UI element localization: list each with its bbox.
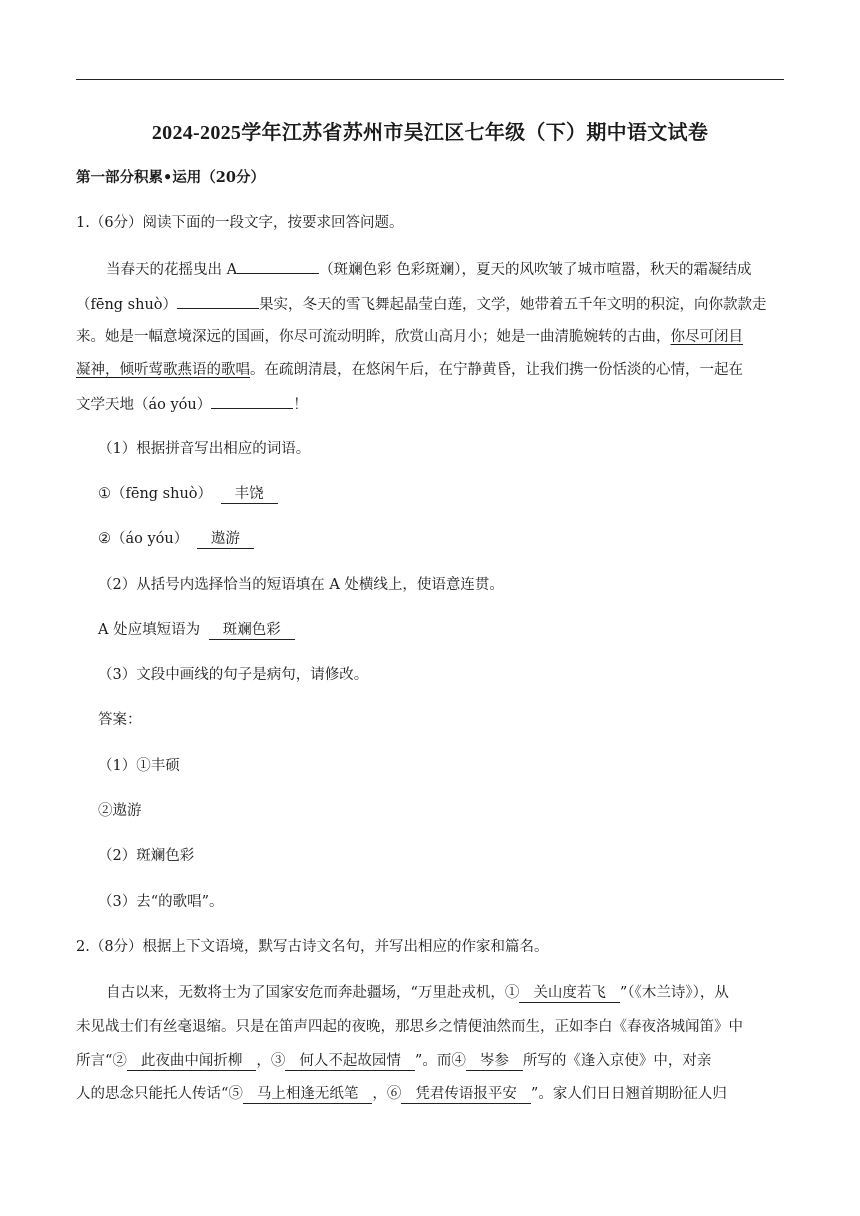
subquestion-3: （3）文段中画线的句子是病句，请修改。 (98, 667, 369, 683)
passage-text: ，③ (256, 1053, 286, 1069)
passage-text: （斑斓色彩 色彩斑斓），夏天的风吹皱了城市喧嚣，秋天的霜凝结成 (319, 262, 752, 278)
faulty-sentence: 你尽可闭目 (670, 329, 743, 345)
passage-text: ”（《木兰诗》），从 (619, 985, 729, 1001)
passage-text: 所写的《逢入京使》中，对亲 (522, 1053, 712, 1069)
subquestion-1: （1）根据拼音写出相应的词语。 (98, 441, 311, 457)
passage-text: 文学天地（áo yóu） (76, 397, 212, 413)
section-heading: 第一部分积累•运用（20分） (76, 169, 265, 186)
passage-text: 来。她是一幅意境深远的国画，你尽可流动明眸，欣赏山高月小；她是一曲清脆婉转的古曲， (76, 329, 671, 345)
subquestion-1-item-b (98, 529, 254, 549)
answer-heading: 答案： (98, 712, 142, 728)
answer-2: （2）斑斓色彩 (98, 848, 195, 864)
passage-text: 自古以来，无数将士为了国家安危而奔赴疆场，“万里赴戎机，① (106, 985, 520, 1001)
filled-answer: 丰饶 (221, 485, 278, 504)
filled-answer: 遨游 (197, 530, 254, 549)
filled-answer: 凭君传语报平安 (401, 1085, 531, 1104)
answer-1: （1）①丰硕 (98, 758, 180, 774)
blank-a (237, 259, 319, 274)
filled-answer: 岑参 (466, 1052, 523, 1071)
pinyin-label: ②（áo yóu） (98, 531, 189, 547)
q2-line-2: 未见战士们有丝毫退缩。只是在笛声四起的夜晚，那思乡之情便油然而生，正如李白《春夜洛城闻笛》中 (76, 1019, 743, 1035)
q2-line-3 (76, 1051, 711, 1071)
passage-text: 人的思念只能托人传话“⑤ (76, 1086, 243, 1102)
passage-text: 当春天的花摇曳出 A (106, 262, 238, 278)
filled-answer: 马上相逢无纸笔 (243, 1085, 373, 1104)
filled-answer: 何人不起故园情 (285, 1052, 415, 1071)
q2-line-1 (106, 983, 729, 1003)
page-title: 2024-2025学年江苏省苏州市吴江区七年级（下）期中语文试卷 (151, 122, 709, 144)
pinyin-label: ①（fēng shuò） (98, 486, 213, 502)
question-1-stem: 1.（6分）阅读下面的一段文字，按要求回答问题。 (76, 215, 404, 231)
passage-text: （fēng shuò） (76, 297, 178, 313)
filled-answer: 关山度若飞 (519, 984, 620, 1003)
passage-text: ”。家人们日日翘首期盼征人归 (530, 1086, 727, 1102)
subquestion-2-answer (98, 620, 295, 640)
passage-text: 果实，冬天的雪飞舞起晶莹白莲，文学，她带着五千年文明的积淀，向你款款走 (259, 297, 767, 313)
passage-text: ”。而④ (414, 1053, 466, 1069)
filled-answer: 斑斓色彩 (209, 621, 295, 640)
passage-text: 。在疏朗清晨，在悠闲午后，在宁静黄昏，让我们携一份恬淡的心情，一起在 (250, 362, 743, 378)
faulty-sentence: 凝神，倾听莺歌燕语的歌唱 (76, 362, 250, 378)
subquestion-2: （2）从括号内选择恰当的短语填在 A 处横线上，使语意连贯。 (98, 577, 504, 593)
passage-line-5 (76, 394, 308, 415)
subquestion-1-item-a (98, 484, 278, 504)
passage-text: ，⑥ (372, 1086, 402, 1102)
question-2-stem: 2.（8分）根据上下文语境，默写古诗文名句，并写出相应的作家和篇名。 (76, 939, 549, 955)
blank-fengshuo (177, 294, 259, 309)
blank-aoyou (211, 394, 293, 409)
answer-3: （3）去“的歌唱”。 (98, 894, 224, 910)
passage-text: ！ (293, 397, 308, 413)
header-rule (76, 79, 784, 80)
passage-text: 所言“② (76, 1053, 127, 1069)
passage-line-4 (76, 360, 743, 380)
passage-line-1 (106, 259, 751, 280)
q2-line-4 (76, 1084, 727, 1104)
filled-answer: 此夜曲中闻折柳 (127, 1052, 257, 1071)
passage-line-2 (76, 294, 767, 315)
passage-line-3 (76, 327, 743, 347)
answer-label: A 处应填短语为 (98, 622, 201, 638)
answer-1b: ②遨游 (98, 803, 142, 819)
